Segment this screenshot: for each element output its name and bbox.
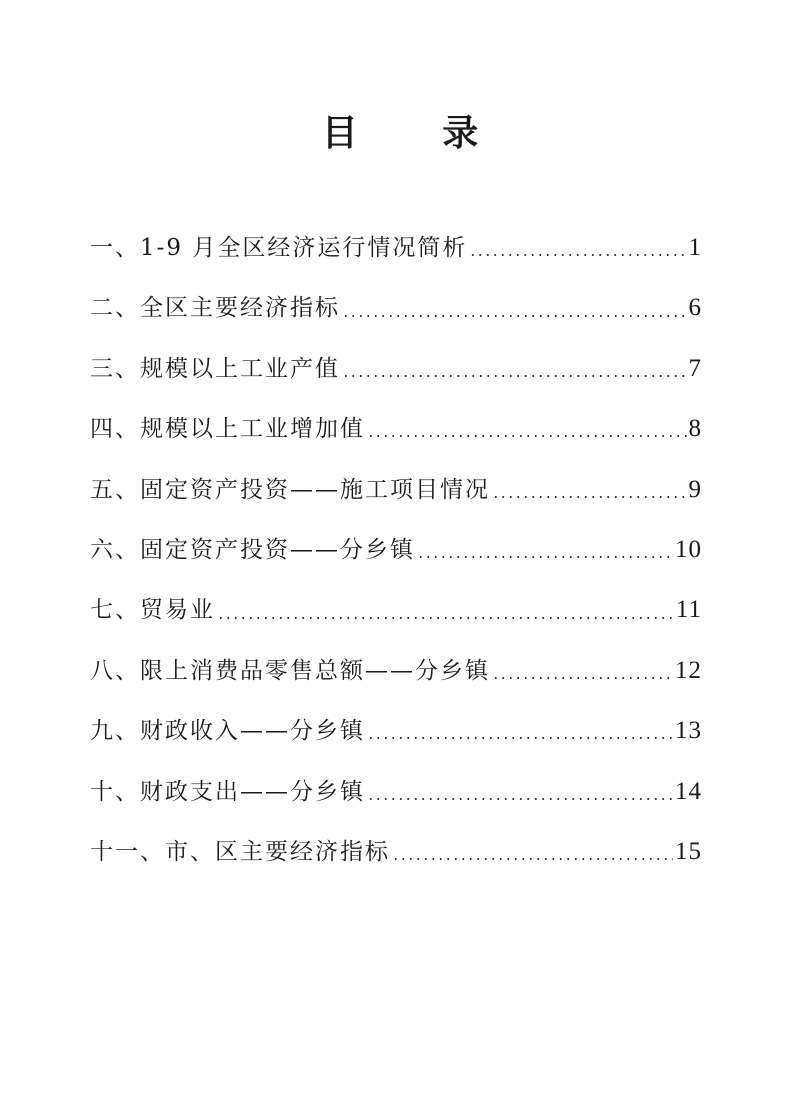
toc-entry-label: 十、财政支出——分乡镇 (90, 778, 365, 805)
toc-entry-label: 二、全区主要经济指标 (90, 295, 340, 322)
toc-entry[interactable] (90, 766, 702, 826)
dot-leader (417, 556, 673, 558)
toc-entry[interactable] (90, 524, 702, 584)
toc-entry-label: 一、1-9 月全区经济运行情况简析 (90, 235, 468, 261)
toc-entry-page-number: 1 (688, 234, 702, 261)
toc-entry-label: 五、固定资产投资——施工项目情况 (90, 476, 490, 503)
dot-leader (392, 858, 673, 860)
toc-entry-page-number: 9 (688, 475, 702, 503)
toc-entry[interactable] (90, 343, 702, 403)
dot-leader (217, 617, 674, 619)
toc-entry[interactable] (90, 282, 702, 342)
toc-entry[interactable] (90, 464, 702, 524)
toc-entry-label: 六、固定资产投资——分乡镇 (90, 536, 415, 563)
page-title: 目 录 (321, 112, 515, 154)
toc-entry-page-number: 10 (675, 535, 702, 563)
dot-leader (342, 315, 687, 317)
toc-entry-label: 三、规模以上工业产值 (90, 355, 340, 382)
toc-entry[interactable] (90, 705, 702, 765)
toc-entry-page-number: 13 (675, 717, 702, 745)
toc-entry[interactable] (90, 645, 702, 705)
dot-leader (367, 435, 687, 437)
dot-leader (492, 496, 687, 498)
toc-entry-label: 十一、市、区主要经济指标 (90, 838, 390, 865)
toc-entry-page-number: 14 (675, 777, 702, 805)
dot-leader (367, 798, 673, 800)
toc-entry-page-number: 11 (675, 596, 702, 624)
toc-entry-page-number: 12 (675, 656, 702, 684)
toc-entry-page-number: 15 (675, 837, 702, 865)
table-of-contents (90, 222, 702, 886)
toc-entry-label: 四、规模以上工业增加值 (90, 416, 365, 443)
toc-entry[interactable] (90, 222, 702, 282)
toc-entry[interactable] (90, 403, 702, 463)
toc-entry-page-number: 6 (688, 294, 702, 322)
dot-leader (367, 737, 673, 739)
toc-entry-label: 九、财政收入——分乡镇 (90, 718, 365, 745)
dot-leader (469, 254, 686, 256)
toc-entry-page-number: 7 (688, 354, 702, 382)
dot-leader (342, 375, 687, 377)
toc-entry-page-number: 8 (688, 415, 702, 443)
toc-entry[interactable] (90, 826, 702, 886)
toc-entry-label: 八、限上消费品零售总额——分乡镇 (90, 657, 490, 684)
toc-entry-label: 七、贸易业 (90, 597, 215, 624)
dot-leader (492, 677, 673, 679)
toc-entry[interactable] (90, 584, 702, 644)
